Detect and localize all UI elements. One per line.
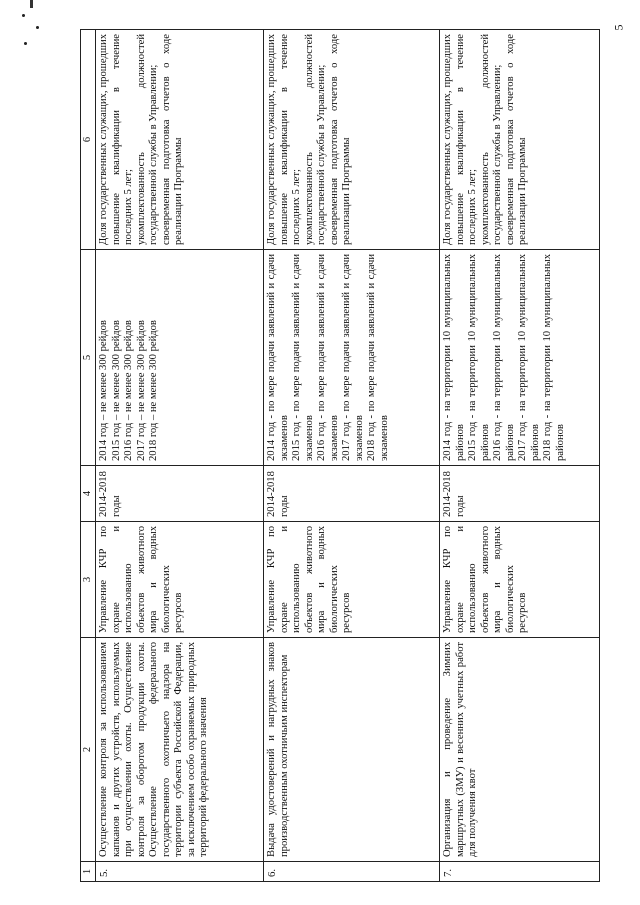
result-line: укомплектованность должностей государственной службы в Управлении; [135,34,159,245]
measure-cell: Выдача удостоверений и нагрудных знаков производственным охотничьим инспекторам [264,638,440,862]
period-cell: 2014-2018 годы [96,466,264,522]
scan-artifact [30,0,33,8]
col-header-3: 3 [81,522,96,638]
executor-cell: Управление КЧР по охране и использованию объектов животного мира и водных биологических ресурсов [96,522,264,638]
indicator-line: 2015 год - на территории 10 муниципальных районов [467,254,491,461]
col-header-6: 6 [81,30,96,250]
indicator-line: 2015 год – не менее 300 рейдов [110,320,122,461]
measure-cell: Осуществление контроля за использованием капканов и других устройств, используемых при осуществлении охоты. Осуществление контроля за оборотом продукции охоты. Осуществление федерального государственного охотничьего надзора на территории субъекта Российской Федерации, за исключением особо охраняемых природных территорий федерального значения [96,638,264,862]
indicator-line: 2018 год - по мере подачи заявлений и сдачи экзаменов [366,254,390,461]
result-line: своевременная подготовка отчетов о ходе реализации Программы [160,34,184,245]
period-cell: 2014-2018 годы [264,466,440,522]
indicator-line: 2014 год – не менее 300 рейдов [98,320,109,461]
col-header-2: 2 [81,638,96,862]
executor-cell: Управление КЧР по охране и использованию объектов животного мира и водных биологических ресурсов [440,522,600,638]
result-line: Доля государственных служащих, прошедших повышение квалификации в течение последних 5 лет; [266,34,302,245]
indicator-line: 2017 год - по мере подачи заявлений и сдачи экзаменов [341,254,365,461]
indicator-line: 2018 год - на территории 10 муниципальных районов [542,254,566,461]
results-cell [440,30,600,250]
measure-cell: Организация и проведение Зимних маршрутных (ЗМУ) и весенних учетных работ для получения квот [440,638,600,862]
indicator-line: 2018 год – не менее 300 рейдов [148,320,159,461]
indicators-cell [96,250,264,466]
table-row [96,30,264,882]
scan-dot [36,26,39,29]
table-row [264,30,440,882]
col-header-5: 5 [81,250,96,466]
result-line: укомплектованность должностей государственной службы в Управлении; [479,34,503,245]
indicator-line: 2016 год - на территории 10 муниципальных районов [492,254,516,461]
result-line: своевременная подготовка отчетов о ходе реализации Программы [328,34,352,245]
row-number: 6. [264,862,440,882]
indicator-line: 2014 год - по мере подачи заявлений и сдачи экзаменов [266,254,290,461]
col-header-1: 1 [81,862,96,882]
indicator-line: 2016 год - по мере подачи заявлений и сдачи экзаменов [316,254,340,461]
indicator-line: 2017 год - на территории 10 муниципальных районов [517,254,541,461]
table-row [440,30,600,882]
indicators-cell [440,250,600,466]
result-line: своевременная подготовка отчетов о ходе реализации Программы [504,34,528,245]
indicator-line: 2014 год - на территории 10 муниципальных районов [442,254,466,461]
page-number: 5 [611,24,626,31]
indicator-line: 2017 год – не менее 300 рейдов [135,320,147,461]
indicator-line: 2016 год – не менее 300 рейдов [123,320,134,461]
col-header-4: 4 [81,466,96,522]
scan-dot [22,14,25,17]
row-number: 7. [440,862,600,882]
scan-dot [24,42,27,45]
indicators-cell [264,250,440,466]
result-line: укомплектованность должностей государственной службы в Управлении; [303,34,327,245]
row-number: 5. [96,862,264,882]
executor-cell: Управление КЧР по охране и использованию объектов животного мира и водных биологических ресурсов [264,522,440,638]
period-cell: 2014-2018 годы [440,466,600,522]
results-cell [264,30,440,250]
program-table-rotated [80,30,600,882]
column-numbers-row [81,30,96,882]
indicator-line: 2015 год - по мере подачи заявлений и сдачи экзаменов [291,254,315,461]
program-measures-table [80,29,600,882]
results-cell [96,30,264,250]
result-line: Доля государственных служащих, прошедших повышение квалификации в течение последних 5 лет; [98,34,134,245]
result-line: Доля государственных служащих, прошедших повышение квалификации в течение последних 5 лет; [442,34,478,245]
